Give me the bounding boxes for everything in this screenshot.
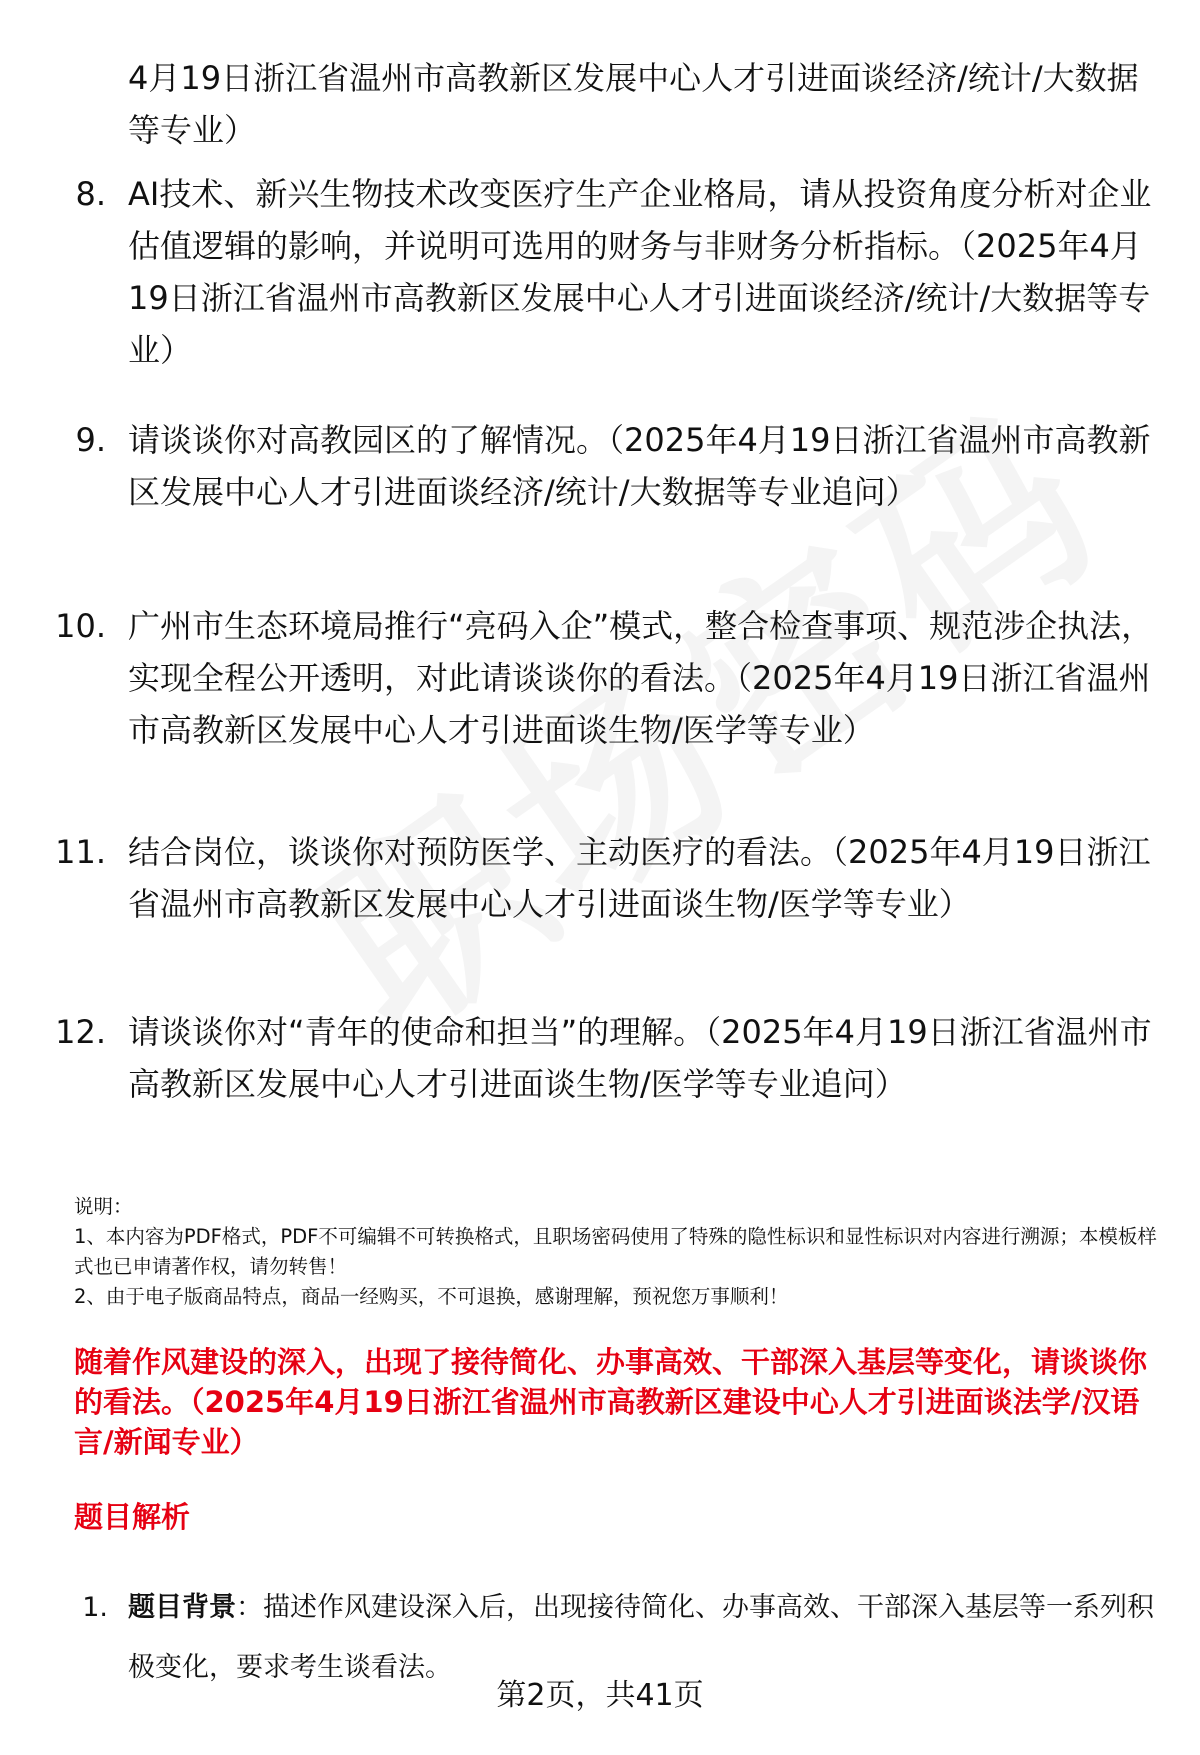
analysis-heading: 题目解析: [74, 1500, 191, 1534]
question-text: 请谈谈你对“青年的使命和担当”的理解。（2025年4月19日浙江省温州市高教新区发展中心人才引进面谈生物/医学等专业追问）: [128, 1013, 1152, 1103]
question-number: 10.: [55, 607, 106, 645]
featured-question: 随着作风建设的深入，出现了接待简化、办事高效、干部深入基层等变化，请谈谈你的看法。（2025年4月19日浙江省温州市高教新区建设中心人才引进面谈法学/汉语言/新闻专业）: [74, 1345, 1148, 1459]
question-text: 广州市生态环境局推行“亮码入企”模式，整合检查事项、规范涉企执法，实现全程公开透明，对此请谈谈你的看法。（2025年4月19日浙江省温州市高教新区发展中心人才引进面谈生物/医学等专业）: [128, 607, 1154, 749]
question-text: 结合岗位，谈谈你对预防医学、主动医疗的看法。（2025年4月19日浙江省温州市高教新区发展中心人才引进面谈生物/医学等专业）: [128, 833, 1151, 923]
question-number: 11.: [55, 833, 106, 871]
question-number: 12.: [55, 1013, 106, 1051]
question-number: 8.: [75, 175, 106, 213]
question-text: 请谈谈你对高教园区的了解情况。（2025年4月19日浙江省温州市高教新区发展中心人才引进面谈经济/统计/大数据等专业追问）: [128, 421, 1151, 511]
notes-block: [74, 1192, 1164, 1312]
question-text: AI技术、新兴生物技术改变医疗生产企业格局，请从投资角度分析对企业估值逻辑的影响，并说明可选用的财务与非财务分析指标。（2025年4月19日浙江省温州市高教新区发展中心人才引进面谈经济/统计/大数据等专业）: [128, 175, 1152, 369]
analysis-number: 1.: [82, 1592, 108, 1623]
analysis-body: ：描述作风建设深入后，出现接待简化、办事高效、干部深入基层等一系列积极变化，要求考生谈看法。: [128, 1592, 1154, 1683]
analysis-label: 题目背景: [128, 1592, 236, 1623]
notes-heading: 说明：: [74, 1195, 133, 1218]
question-number: 9.: [75, 421, 106, 459]
notes-item: 2、由于电子版商品特点，商品一经购买，不可退换，感谢理解，预祝您万事顺利！: [74, 1285, 789, 1308]
question-text: 4月19日浙江省温州市高教新区发展中心人才引进面谈经济/统计/大数据等专业）: [128, 59, 1139, 149]
notes-item: 1、本内容为PDF格式，PDF不可编辑不可转换格式，且职场密码使用了特殊的隐性标识和显性标识对内容进行溯源；本模板样式也已申请著作权，请勿转售！: [74, 1225, 1157, 1278]
page-number: 第2页，共41页: [496, 1678, 704, 1713]
